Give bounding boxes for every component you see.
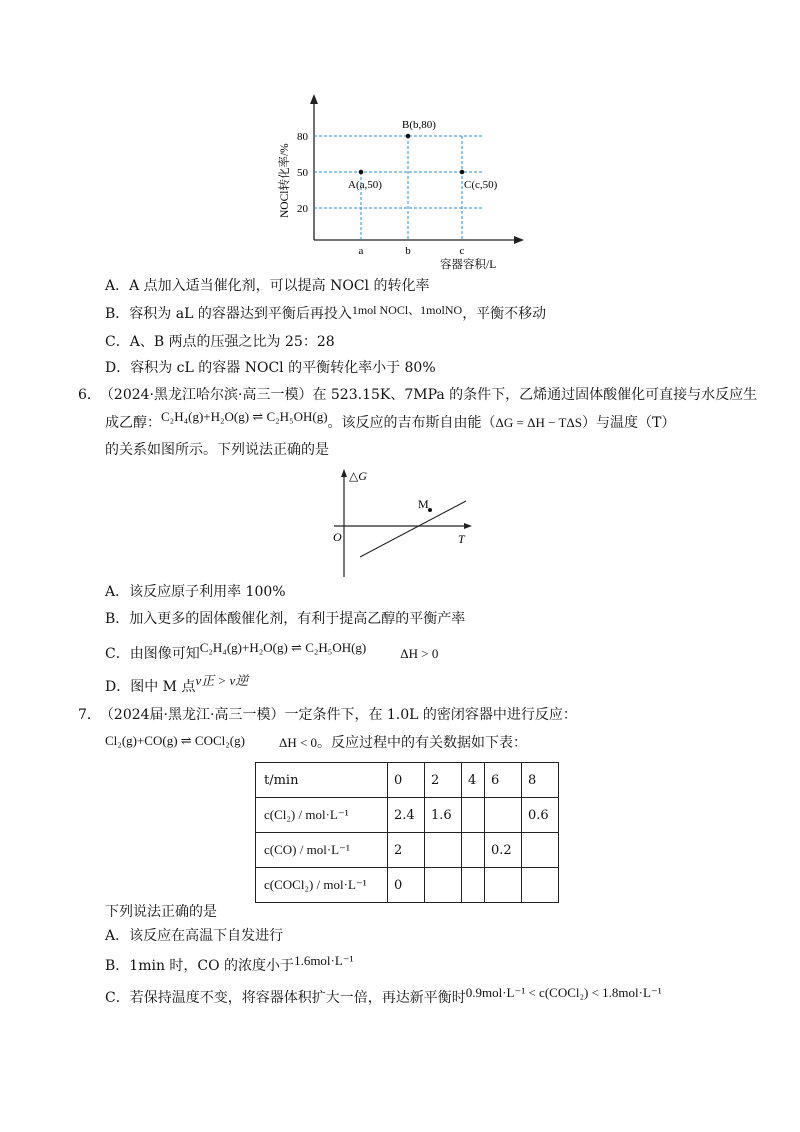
guide-lines <box>314 136 482 240</box>
table-cell: 0.2 <box>485 833 522 868</box>
q5-option-b-formula: 1mol NOCl、1molNO <box>351 303 463 317</box>
dg-axis-label: △G <box>349 469 367 483</box>
y-axis-arrow <box>310 94 318 104</box>
table-cell <box>522 868 559 903</box>
dg-line <box>360 501 466 557</box>
q7-line1-text: （2024届·黑龙江·高三一模）一定条件下，在 1.0L 的密闭容器中进行反应： <box>106 707 577 723</box>
q6-stem-line3: 的关系如图所示。下列说法正确的是 <box>105 442 329 458</box>
table-cell <box>462 868 485 903</box>
origin-label: O <box>333 530 342 544</box>
table-cell <box>425 833 462 868</box>
point-c <box>460 170 465 175</box>
table-cell: 0.6 <box>522 798 559 833</box>
q7-option-a: A．该反应在高温下自发进行 <box>105 928 284 944</box>
q6-line2-mid: 。该反应的吉布斯自由能（ <box>327 415 496 431</box>
q7-option-b-text: B．1min 时，CO 的浓度小于 <box>105 958 295 974</box>
q7-option-c <box>105 985 662 1008</box>
q6-line2-pre: 成乙醇： <box>105 415 161 431</box>
point-a-label: A(a,50) <box>348 179 382 191</box>
point-m-label: M <box>418 497 429 511</box>
table-cell <box>425 868 462 903</box>
q5-option-b-end: ，平衡不移动 <box>462 306 547 322</box>
q7-stem-line1 <box>78 705 577 725</box>
gibbs-temperature-graph <box>320 463 480 581</box>
table-cell: c(CO) / mol·L⁻¹ <box>256 833 388 868</box>
x-tick-b: b <box>405 245 411 257</box>
q6-option-a: A．该反应原子利用率 100% <box>105 584 286 600</box>
q7-number: 7． <box>78 707 101 723</box>
q7-stem-line2 <box>105 733 527 753</box>
q6-equation: C₂H₄(g)+H₂O(g) ⇌ C₂H₅OH(g) <box>161 409 328 424</box>
nocl-conversion-graph <box>270 90 530 270</box>
x-axis-label: 容器容积/L <box>440 259 497 270</box>
table-cell: 0 <box>388 763 425 798</box>
x-tick-c: c <box>459 245 465 257</box>
q5-option-c: C．A、B 两点的压强之比为 25：28 <box>105 334 335 350</box>
q6-option-d-text: D．图中 M 点 <box>105 679 196 695</box>
q5-option-d: D．容积为 cL 的容器 NOCl 的平衡转化率小于 80% <box>105 360 436 376</box>
table-cell: c(Cl₂) / mol·L⁻¹ <box>256 798 388 833</box>
q6-stem-line2 <box>105 409 676 433</box>
q7-option-c-text: C．若保持温度不变，将容器体积扩大一倍，再达新平衡时 <box>105 990 466 1006</box>
q7-option-b-value: 1.6mol·L⁻¹ <box>294 953 354 968</box>
q6-line1-text: （2024·黑龙江哈尔滨·高三一模）在 523.15K、7MPa 的条件下，乙烯通过固体酸催化可直接与水反应生 <box>106 387 758 403</box>
q6-gibbs: ΔG = ΔH − TΔS <box>495 415 582 430</box>
q6-line2-post: ）与温度（T） <box>582 415 676 431</box>
q6-option-d-velocity: v正 > v逆 <box>195 673 249 688</box>
table-row <box>256 868 559 903</box>
table-cell <box>522 833 559 868</box>
q6-option-c-dh: ΔH > 0 <box>400 646 439 661</box>
q5-option-b-text: B．容积为 aL 的容器达到平衡后再投入 <box>105 306 352 322</box>
table-cell <box>462 833 485 868</box>
table-cell: c(COCl₂) / mol·L⁻¹ <box>256 868 388 903</box>
point-c-label: C(c,50) <box>464 179 498 191</box>
q7-prompt: 下列说法正确的是 <box>105 904 217 920</box>
q5-option-a: A．A 点加入适当催化剂，可以提高 NOCl 的转化率 <box>105 278 430 294</box>
y-tick-80: 80 <box>297 131 308 143</box>
x-axis-arrow <box>514 236 524 244</box>
table-cell: 2.4 <box>388 798 425 833</box>
y-axis-label: NOCl转化率/% <box>279 143 291 218</box>
q6-option-b: B．加入更多的固体酸催化剂，有利于提高乙醇的平衡产率 <box>105 611 466 627</box>
q7-option-b <box>105 953 354 976</box>
q6-option-c <box>105 640 439 664</box>
table-cell <box>485 868 522 903</box>
dg-axis-arrow <box>341 469 347 477</box>
table-cell: 8 <box>522 763 559 798</box>
t-axis-arrow <box>464 523 472 529</box>
point-a <box>359 170 364 175</box>
q6-option-c-equation: C₂H₄(g)+H₂O(g) ⇌ C₂H₅OH(g) <box>199 640 367 655</box>
point-b-label: B(b,80) <box>402 119 436 131</box>
q7-line2-post: 。反应过程中的有关数据如下表： <box>317 735 528 751</box>
q6-number: 6． <box>78 387 101 403</box>
table-cell <box>462 798 485 833</box>
table-cell: 2 <box>425 763 462 798</box>
q6-option-c-text: C．由图像可知 <box>105 646 200 662</box>
y-tick-50: 50 <box>297 167 308 179</box>
table-cell: t/min <box>256 763 388 798</box>
table-cell: 2 <box>388 833 425 868</box>
q7-dh: ΔH < 0 <box>278 735 318 750</box>
t-axis-label: T <box>458 532 465 546</box>
table-cell: 4 <box>462 763 485 798</box>
table-header-row <box>256 763 559 798</box>
q6-option-d <box>105 673 249 697</box>
table-cell: 1.6 <box>425 798 462 833</box>
q7-option-c-value: 0.9mol·L⁻¹ < c(COCl₂) < 1.8mol·L⁻¹ <box>465 985 662 1000</box>
table-row <box>256 798 559 833</box>
table-cell <box>485 798 522 833</box>
table-row <box>256 833 559 868</box>
point-b <box>406 134 411 139</box>
table-cell: 0 <box>388 868 425 903</box>
y-tick-20: 20 <box>297 203 308 215</box>
reaction-data-table <box>255 762 559 903</box>
q5-option-b <box>105 304 546 324</box>
q7-equation: Cl₂(g)+CO(g) ⇌ COCl₂(g) <box>105 733 245 748</box>
x-tick-a: a <box>358 245 364 257</box>
q6-stem-line1 <box>78 385 757 405</box>
table-cell: 6 <box>485 763 522 798</box>
